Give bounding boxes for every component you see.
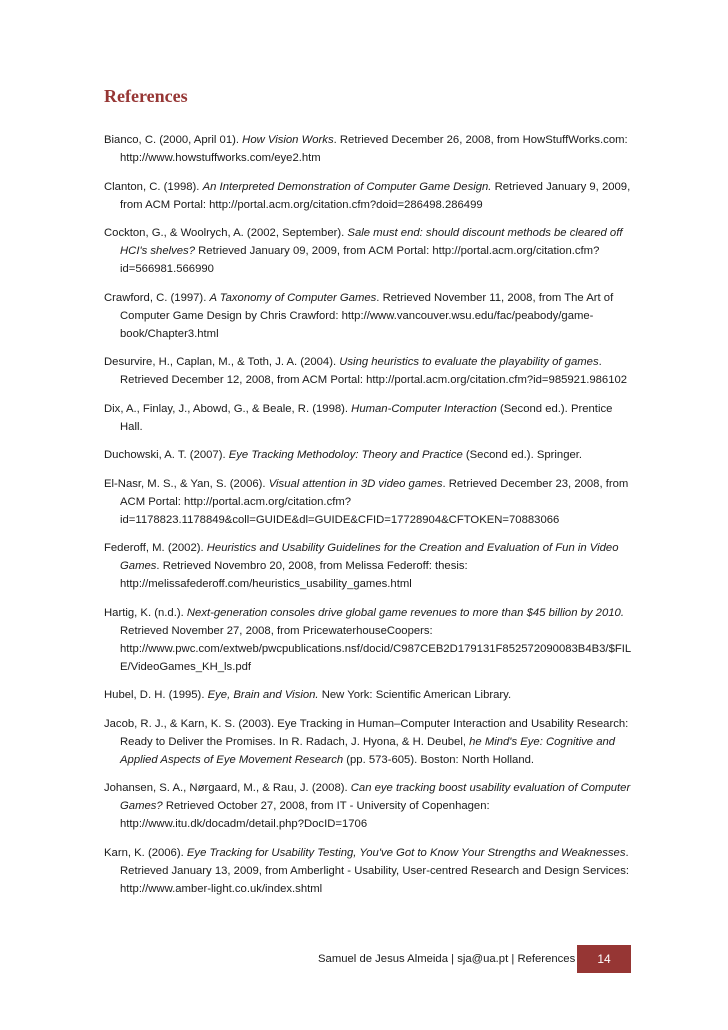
reference-entry bbox=[104, 779, 632, 833]
reference-authors: Desurvire, H., Caplan, M., & Toth, J. A. (2004). bbox=[104, 356, 340, 368]
reference-entry bbox=[104, 131, 632, 167]
reference-list bbox=[104, 131, 632, 908]
reference-entry bbox=[104, 604, 632, 676]
footer-text: Samuel de Jesus Almeida | sja@ua.pt | References bbox=[318, 953, 576, 965]
reference-title: Heuristics and Usability Guidelines for the Creation and Evaluation of Fun in Video Games bbox=[120, 542, 619, 572]
reference-entry bbox=[104, 353, 632, 389]
reference-source: Retrieved January 9, 2009, from ACM Portal: http://portal.acm.org/citation.cfm?doid=286498.286499 bbox=[120, 180, 631, 211]
reference-entry bbox=[104, 446, 632, 464]
reference-source: (pp. 573-605). Boston: North Holland. bbox=[343, 753, 535, 766]
reference-title: Sale must end: should discount methods be cleared off HCI's shelves? bbox=[120, 227, 623, 257]
page-footer bbox=[318, 945, 575, 973]
reference-title: A Taxonomy of Computer Games bbox=[209, 291, 377, 304]
reference-source: . Retrieved December 23, 2008, from ACM Portal: http://portal.acm.org/citation.cfm?id=1178823.1178849&coll=GUIDE&dl=GUIDE&CFID=17728904&CFTOKEN=70883066 bbox=[120, 477, 629, 526]
reference-source: . Retrieved January 13, 2009, from Amberlight - Usability, User-centred Research and Design Services: http://www.amber-light.co.uk/index.shtml bbox=[120, 846, 630, 895]
reference-title: How Vision Works bbox=[242, 134, 334, 146]
reference-entry bbox=[104, 539, 632, 593]
reference-authors: Duchowski, A. T. (2007). bbox=[104, 449, 229, 461]
reference-title: Eye, Brain and Vision. bbox=[207, 689, 319, 701]
reference-source: (Second ed.). Springer. bbox=[462, 449, 583, 461]
reference-source: . Retrieved December 12, 2008, from ACM Portal: http://portal.acm.org/citation.cfm?id=985921.986102 bbox=[120, 356, 628, 386]
reference-source: . Retrieved Novembro 20, 2008, from Melissa Federoff: thesis: http://melissafederoff.com/heuristics_usability_games.html bbox=[120, 560, 468, 590]
reference-source: (Second ed.). Prentice Hall. bbox=[120, 402, 613, 433]
reference-authors: Dix, A., Finlay, J., Abowd, G., & Beale, R. (1998). bbox=[104, 402, 352, 415]
reference-source: . Retrieved November 11, 2008, from The Art of Computer Game Design by Chris Crawford: http://www.vancouver.wsu.edu/fac/peabody/game-book/Chapter3.html bbox=[120, 291, 614, 340]
reference-authors: Clanton, C. (1998). bbox=[104, 180, 203, 193]
reference-source: Retrieved October 27, 2008, from IT - University of Copenhagen: http://www.itu.dk/docadm/detail.php?DocID=1706 bbox=[120, 800, 490, 830]
reference-source: . Retrieved December 26, 2008, from HowStuffWorks.com: http://www.howstuffworks.com/eye2.htm bbox=[120, 134, 628, 164]
reference-entry bbox=[104, 475, 632, 529]
reference-entry bbox=[104, 178, 632, 214]
reference-authors: Hubel, D. H. (1995). bbox=[104, 689, 208, 701]
reference-authors: Federoff, M. (2002). bbox=[104, 542, 207, 554]
reference-entry bbox=[104, 715, 632, 769]
reference-entry bbox=[104, 844, 632, 898]
reference-title: Using heuristics to evaluate the playability of games bbox=[339, 356, 599, 368]
reference-entry bbox=[104, 686, 632, 704]
reference-authors: Karn, K. (2006). bbox=[104, 846, 187, 859]
reference-source: Retrieved January 09, 2009, from ACM Portal: http://portal.acm.org/citation.cfm?id=566981.566990 bbox=[120, 245, 600, 275]
reference-entry bbox=[104, 224, 632, 278]
reference-authors: Hartig, K. (n.d.). bbox=[104, 606, 187, 619]
reference-source: New York: Scientific American Library. bbox=[318, 689, 512, 701]
section-heading: References bbox=[104, 86, 188, 106]
reference-authors: Jacob, R. J., & Karn, K. S. (2003). Eye Tracking in Human–Computer Interaction and Usability Research: Ready to Deliver the Promises. In R. Radach, J. Hyona, & H. Deubel, bbox=[104, 717, 629, 748]
reference-entry bbox=[104, 400, 632, 436]
reference-title: Human-Computer Interaction bbox=[351, 402, 497, 415]
reference-source: Retrieved November 27, 2008, from PricewaterhouseCoopers: http://www.pwc.com/extweb/pwcpublications.nsf/docid/C987CEB2D179131F852572090083B4B3/$FILE/VideoGames_KH_ls.pdf bbox=[120, 624, 632, 673]
reference-title: Eye Tracking for Usability Testing, You've Got to Know Your Strengths and Weaknesses bbox=[186, 846, 626, 859]
reference-authors: Johansen, S. A., Nørgaard, M., & Rau, J. (2008). bbox=[104, 782, 351, 794]
reference-title: Next-generation consoles drive global game revenues to more than $45 billion by 2010. bbox=[186, 606, 624, 619]
reference-entry bbox=[104, 289, 632, 343]
reference-title: Visual attention in 3D video games bbox=[268, 477, 443, 490]
reference-title: An Interpreted Demonstration of Computer Game Design. bbox=[202, 180, 492, 193]
reference-authors: Cockton, G., & Woolrych, A. (2002, September). bbox=[104, 227, 348, 239]
reference-authors: El-Nasr, M. S., & Yan, S. (2006). bbox=[104, 477, 269, 490]
page-number-badge: 14 bbox=[577, 945, 631, 973]
reference-authors: Crawford, C. (1997). bbox=[104, 291, 210, 304]
reference-title: Eye Tracking Methodoloy: Theory and Practice bbox=[228, 449, 463, 461]
reference-authors: Bianco, C. (2000, April 01). bbox=[104, 134, 243, 146]
reference-title: he Mind's Eye: Cognitive and Applied Aspects of Eye Movement Research bbox=[120, 735, 616, 766]
reference-title: Can eye tracking boost usability evaluation of Computer Games? bbox=[120, 782, 631, 812]
